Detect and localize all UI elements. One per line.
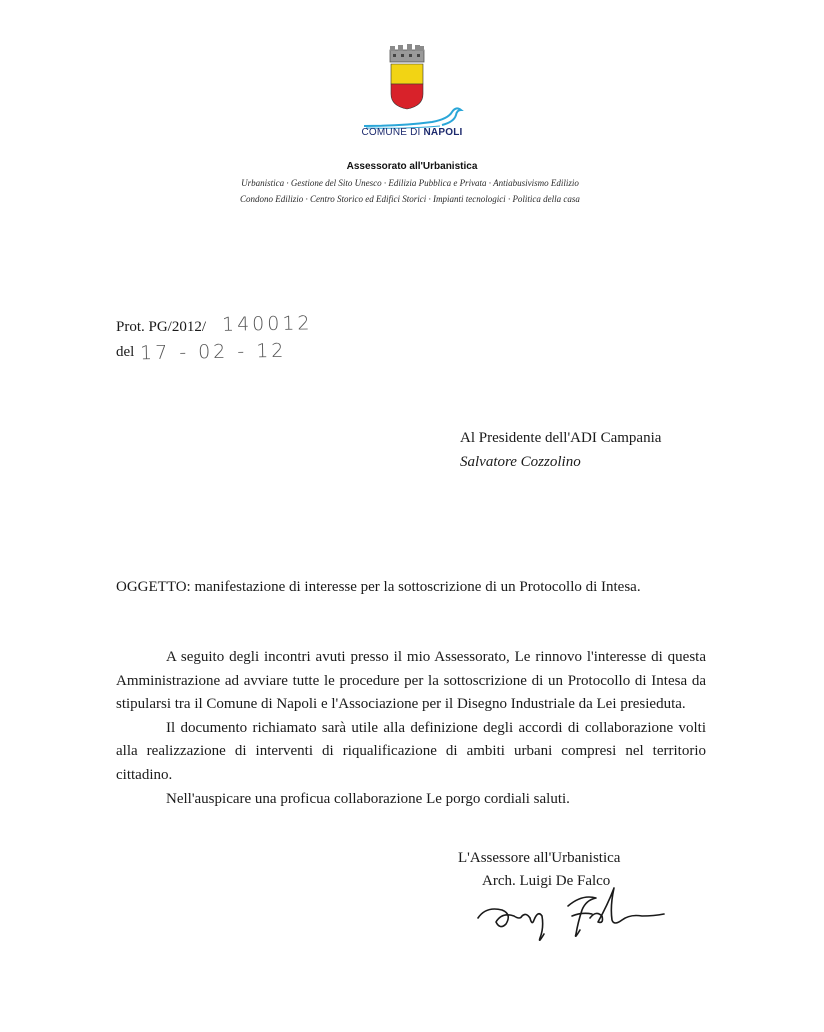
- department-title: Assessorato all'Urbanistica: [346, 161, 478, 172]
- napoli-coat-of-arms-icon: [384, 44, 430, 110]
- protocol-number-handwritten: 140012: [221, 312, 313, 336]
- recipient-name: Salvatore Cozzolino: [460, 454, 581, 470]
- recipient-title: Al Presidente dell'ADI Campania: [460, 430, 662, 446]
- department-subtitle-line1: Urbanistica · Gestione del Sito Unesco · Edilizia Pubblica e Privata · Antiabusivismo Edilizio: [241, 178, 579, 188]
- handwritten-signature-icon: [472, 876, 668, 948]
- date-label: del: [116, 344, 135, 360]
- department-subtitle-line2: Condono Edilizio · Centro Storico ed Edifici Storici · Impianti tecnologici · Politica della casa: [240, 194, 580, 204]
- body-paragraph: A seguito degli incontri avuti presso il mio Assessorato, Le rinnovo l'interesse di questa Amministrazione ad avviare tutte le procedure per la sottoscrizione di un Protocollo di Intesa da stipularsi tra il Comune di Napoli e l'Associazione per il Disegno Industriale da Lei presieduta.: [116, 649, 706, 713]
- date-handwritten: 17 - 02 - 12: [139, 339, 287, 365]
- comune-di-napoli-wordmark: [300, 127, 524, 138]
- body-paragraph: Nell'auspicare una proficua collaborazione Le porgo cordiali saluti.: [166, 790, 570, 807]
- comune-name: NAPOLI: [423, 127, 463, 138]
- signatory-title: L'Assessore all'Urbanistica: [458, 850, 621, 866]
- letter-body: [116, 646, 706, 811]
- body-paragraph: Il documento richiamato sarà utile alla definizione degli accordi di collaborazione volti alla realizzazione di interventi di riqualificazione di ambiti urbani compresi nel territorio cittadino.: [116, 719, 706, 783]
- subject-line: OGGETTO: manifestazione di interesse per la sottoscrizione di un Protocollo di Intesa.: [116, 579, 641, 595]
- signatory-name: Arch. Luigi De Falco: [482, 873, 611, 889]
- protocol-label: Prot. PG/2012/: [116, 319, 207, 335]
- comune-prefix: COMUNE DI: [361, 127, 421, 138]
